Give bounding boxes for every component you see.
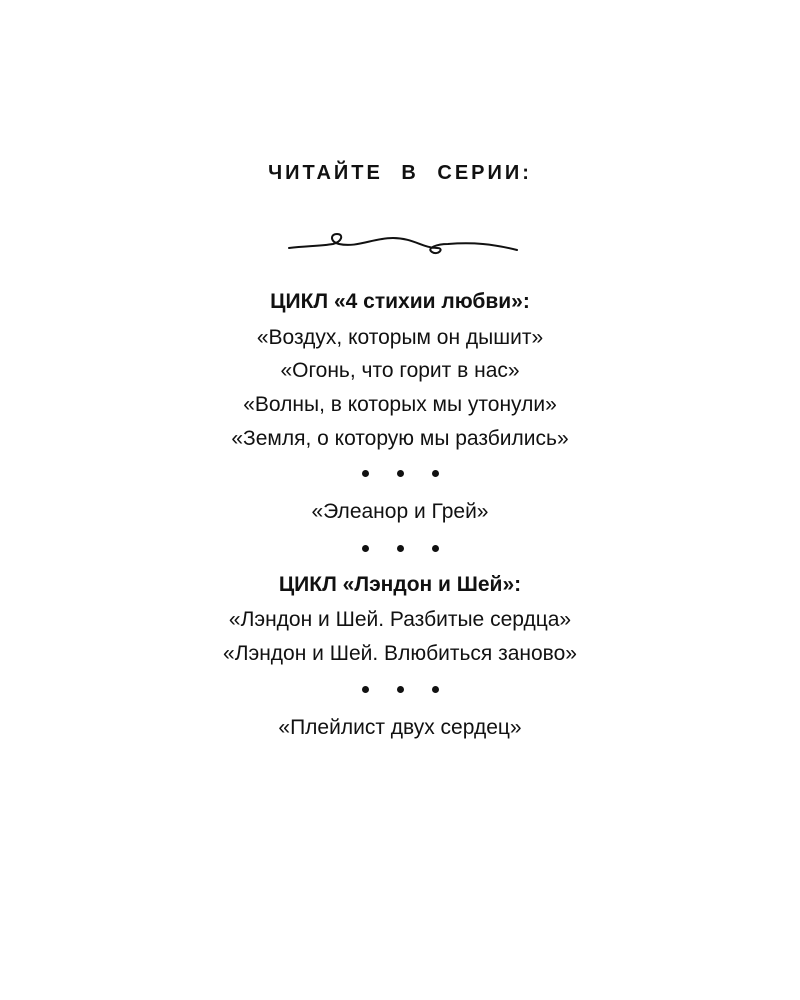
separator-dot (362, 545, 369, 552)
separator-dot (362, 470, 369, 477)
book-title: «Плейлист двух сердец» (278, 716, 522, 739)
book-title: «Огонь, что горит в нас» (280, 359, 520, 382)
book-title: «Воздух, которым он дышит» (256, 326, 544, 349)
separator-dot (432, 545, 439, 552)
cycle-title-four-elements: ЦИКЛ «4 стихии любви»: (270, 290, 530, 313)
separator-dot (432, 470, 439, 477)
separator-dot (397, 470, 404, 477)
page-heading: ЧИТАЙТЕ В СЕРИИ: (268, 162, 532, 184)
separator-dot (397, 686, 404, 693)
separator-dot (397, 545, 404, 552)
cycle-title-landon-shay: ЦИКЛ «Лэндон и Шей»: (278, 573, 522, 596)
book-title: «Земля, о которую мы разбились» (231, 427, 569, 450)
book-title: «Элеанор и Грей» (311, 500, 489, 523)
book-title: «Лэндон и Шей. Влюбиться заново» (223, 642, 577, 665)
three-dots-separator-icon (0, 686, 800, 694)
separator-dot (432, 686, 439, 693)
flourish-divider-icon (287, 229, 519, 263)
separator-dot (362, 686, 369, 693)
book-title: «Волны, в которых мы утонули» (243, 393, 557, 416)
three-dots-separator-icon (0, 545, 800, 553)
three-dots-separator-icon (0, 470, 800, 478)
book-title: «Лэндон и Шей. Разбитые сердца» (228, 608, 572, 631)
